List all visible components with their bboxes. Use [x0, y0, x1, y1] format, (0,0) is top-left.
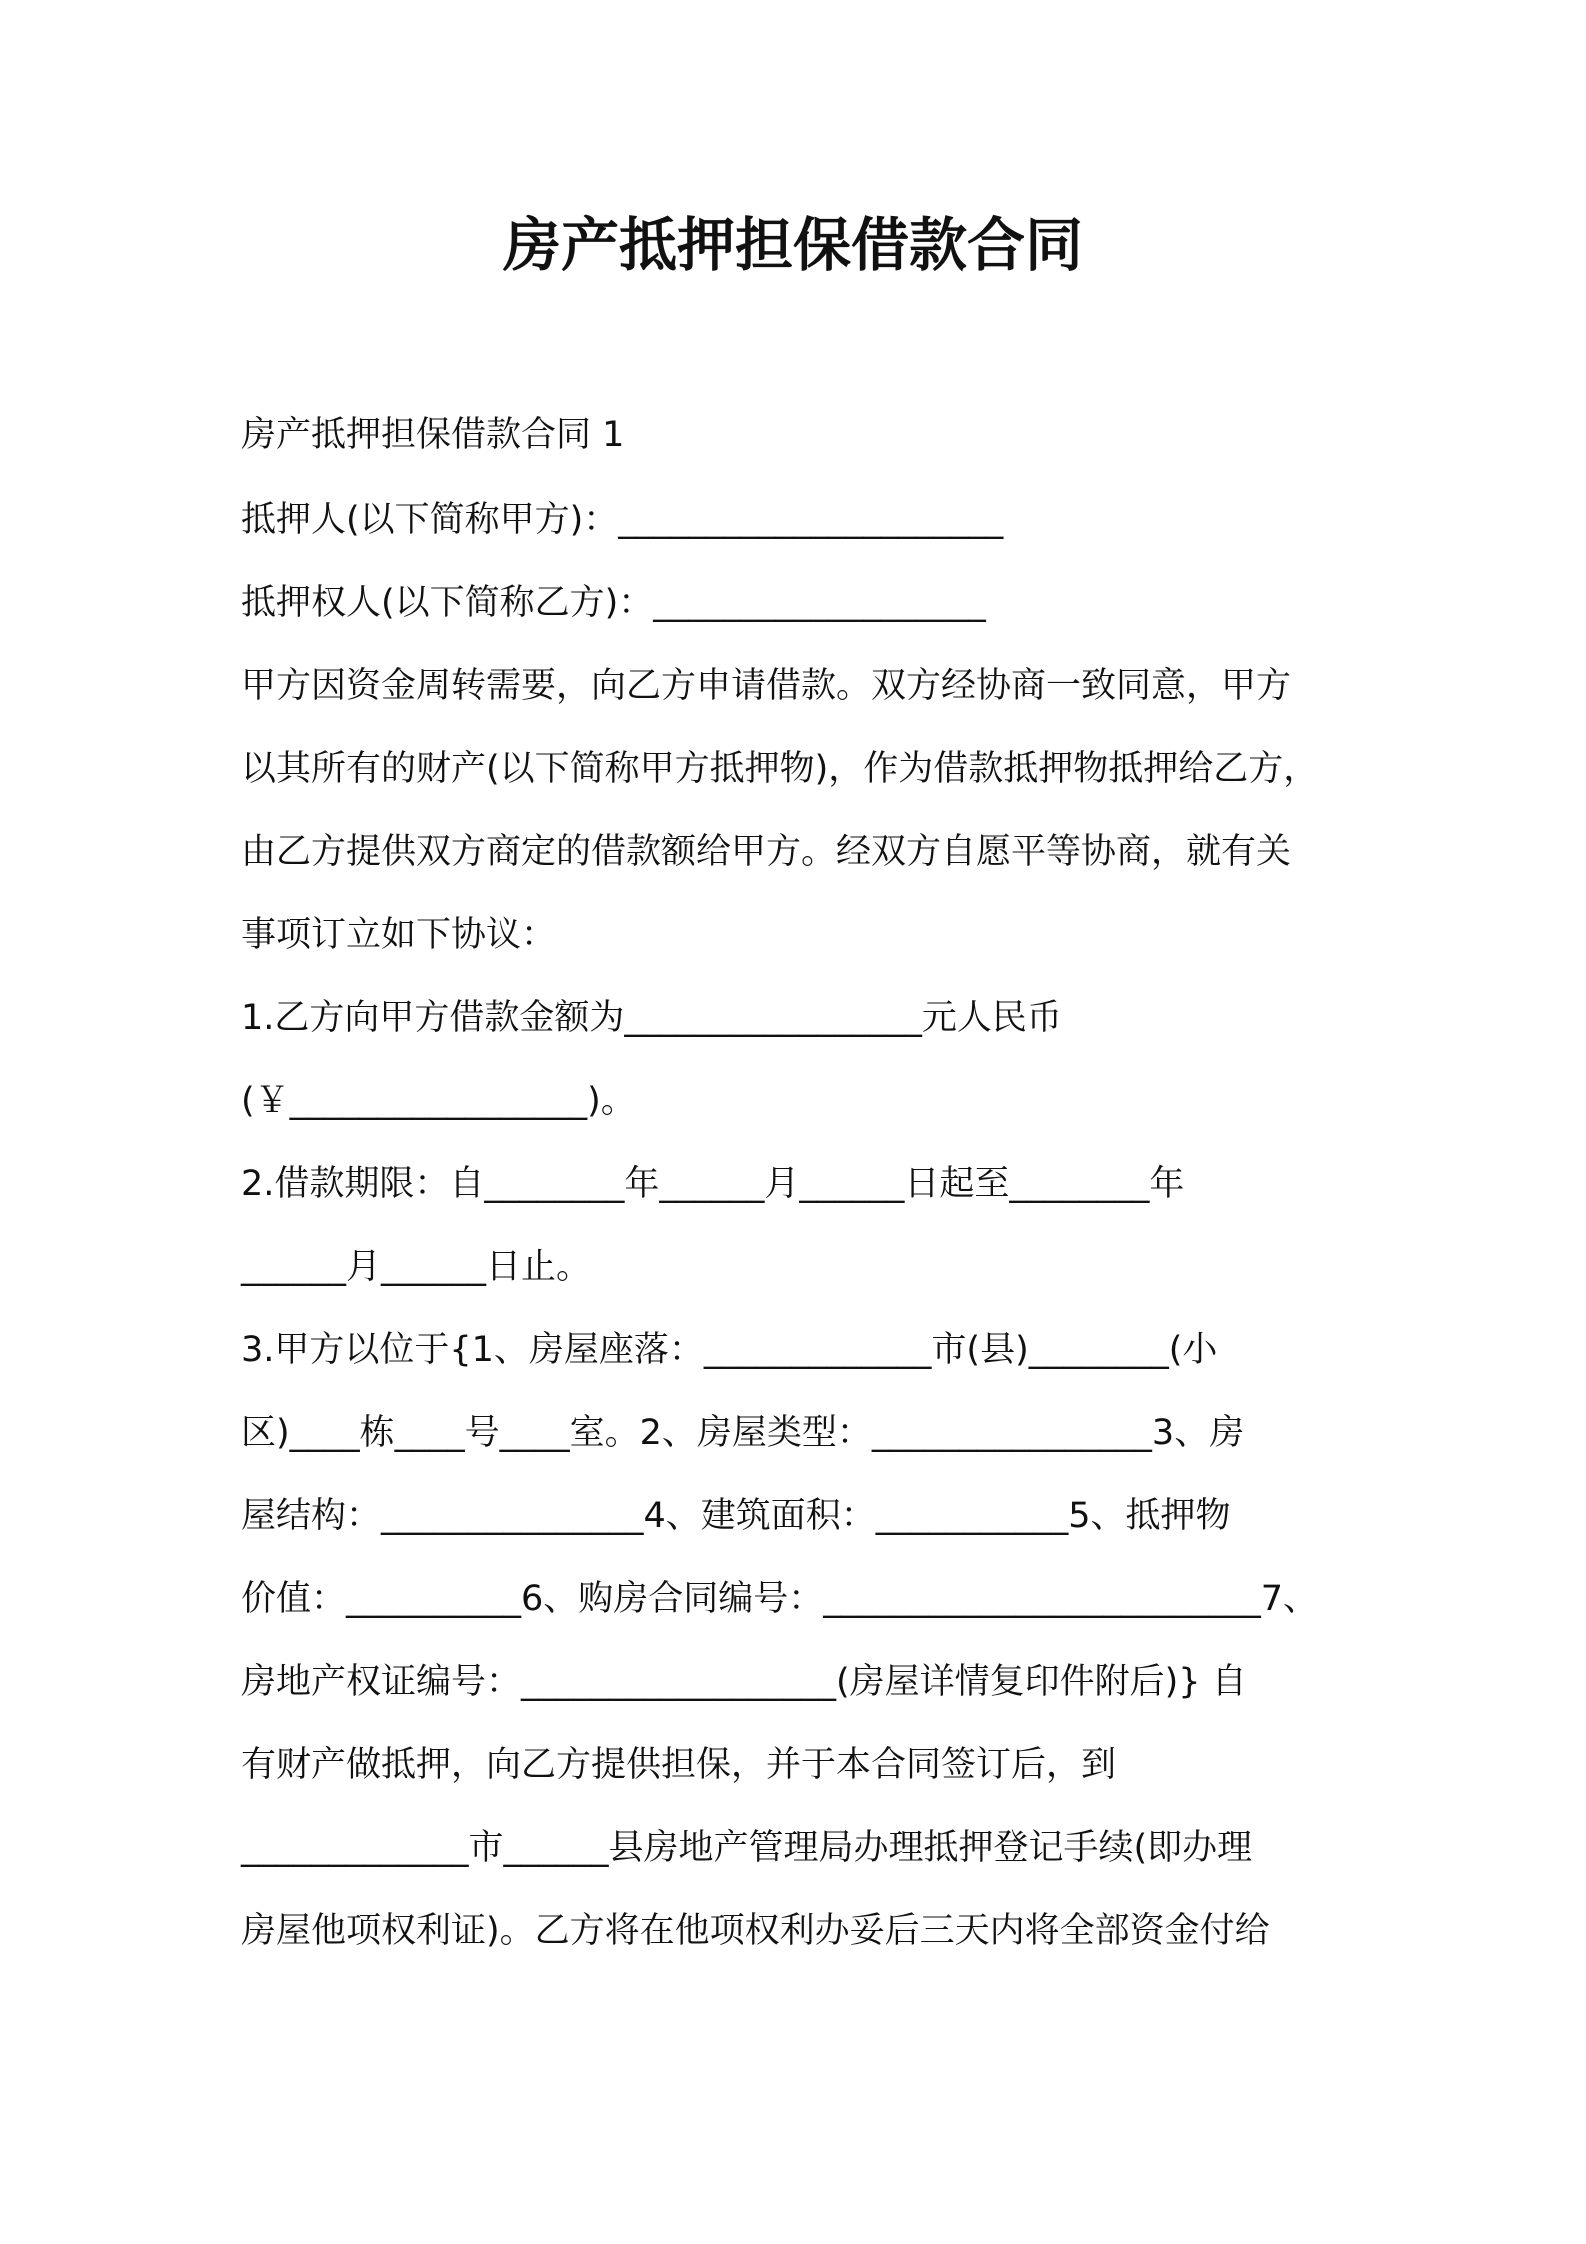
- contract-heading: 房产抵押担保借款合同 1: [241, 415, 625, 455]
- preamble-line: 由乙方提供双方商定的借款额给甲方。经双方自愿平等协商，就有关: [241, 832, 1292, 872]
- clause-1-line: (￥_________________)。: [241, 1081, 636, 1121]
- clause-2-line: ______月______日止。: [241, 1247, 592, 1287]
- preamble-line: 事项订立如下协议：: [241, 915, 557, 955]
- clause-3-line: 价值：__________6、购房合同编号：_________________________7、: [241, 1579, 1319, 1619]
- document-title: 房产抵押担保借款合同: [502, 211, 1083, 279]
- preamble-line: 甲方因资金周转需要，向乙方申请借款。双方经协商一致同意，甲方: [241, 666, 1292, 706]
- clause-3-line: 房地产权证编号：__________________(房屋详情复印件附后)} 自: [241, 1662, 1247, 1702]
- mortgagee-line: 抵押权人(以下简称乙方)：___________________: [241, 583, 986, 623]
- mortgagor-line: 抵押人(以下简称甲方)：______________________: [241, 500, 1004, 540]
- clause-3-line: _____________市______县房地产管理局办理抵押登记手续(即办理: [241, 1828, 1253, 1868]
- preamble-line: 以其所有的财产(以下简称甲方抵押物)，作为借款抵押物抵押给乙方，: [241, 749, 1319, 789]
- clause-3-line: 房屋他项权利证)。乙方将在他项权利办妥后三天内将全部资金付给: [241, 1911, 1270, 1951]
- clause-3-line: 3.甲方以位于{1、房屋座落：_____________市(县)________(小: [241, 1330, 1218, 1370]
- clause-2-line: 2.借款期限：自________年______月______日起至________年: [241, 1164, 1185, 1204]
- clause-1-line: 1.乙方向甲方借款金额为_________________元人民币: [241, 998, 1062, 1038]
- clause-3-line: 有财产做抵押，向乙方提供担保，并于本合同签订后，到: [241, 1745, 1117, 1785]
- clause-3-line: 屋结构：_______________4、建筑面积：___________5、抵押物: [241, 1496, 1231, 1536]
- clause-3-line: 区)____栋____号____室。2、房屋类型：________________3、房: [241, 1413, 1245, 1453]
